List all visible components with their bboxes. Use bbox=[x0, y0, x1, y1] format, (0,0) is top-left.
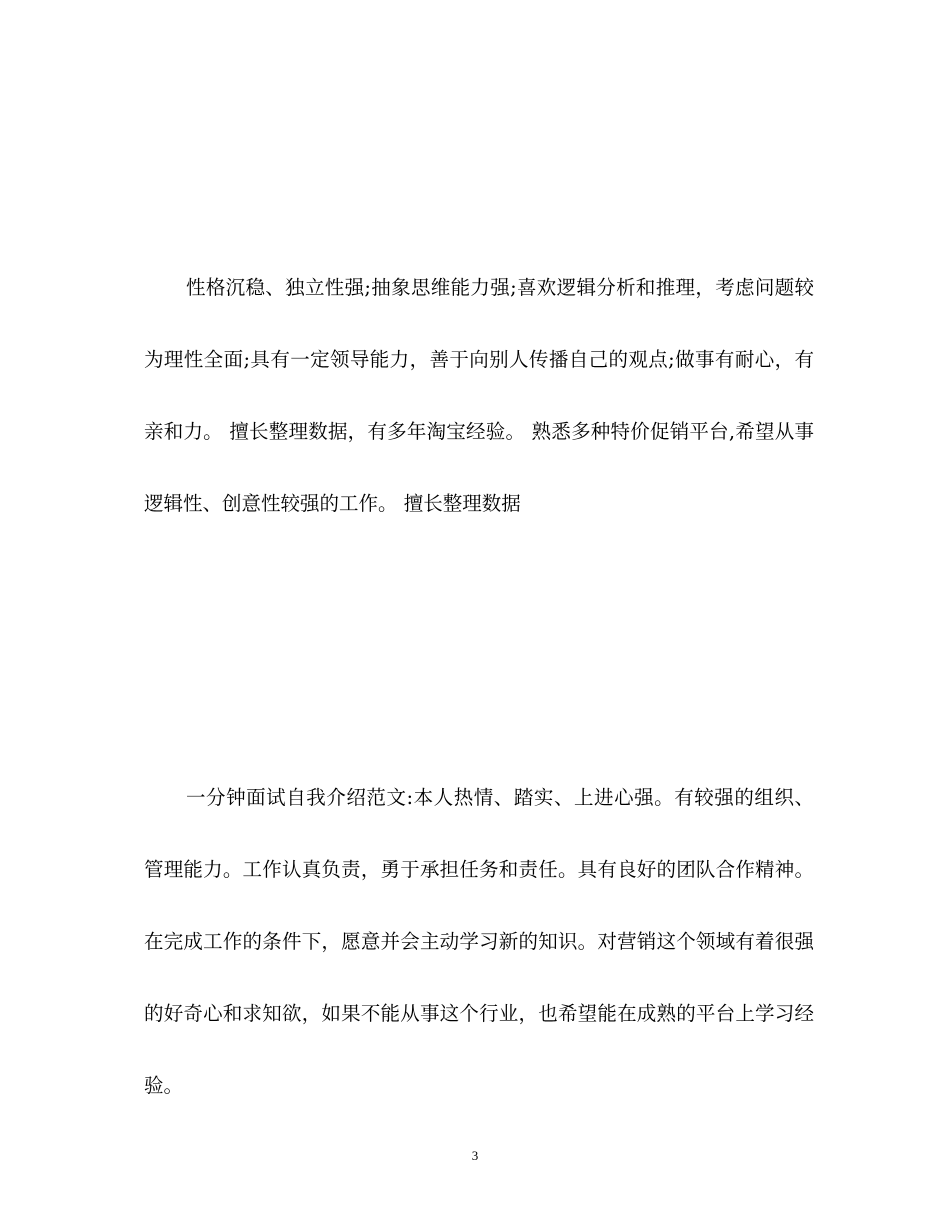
paragraph-self-introduction: 一分钟面试自我介绍范文:本人热情、踏实、上进心强。有较强的组织、管理能力。工作认真负责，勇于承担任务和责任。具有良好的团队合作精神。在完成工作的条件下，愿意并会主动学习新的知识。对营销这个领域有着很强的好奇心和求知欲，如果不能从事这个行业，也希望能在成熟的平台上学习经验。 bbox=[144, 786, 814, 1097]
page-number: 3 bbox=[471, 1148, 479, 1163]
paragraph-personality: 性格沉稳、独立性强;抽象思维能力强;喜欢逻辑分析和推理，考虑问题较为理性全面;具有一定领导能力，善于向别人传播自己的观点;做事有耐心，有亲和力。 擅长整理数据，有多年淘宝经验。 熟悉多种特价促销平台,希望从事逻辑性、创意性较强的工作。 擅长整理数据 bbox=[144, 276, 814, 515]
